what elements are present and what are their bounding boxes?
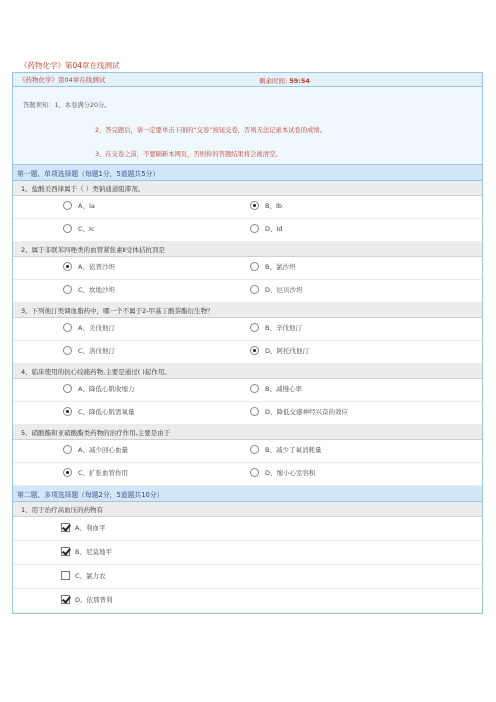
option-c[interactable] [63,224,95,233]
option-row [13,589,482,613]
option-row [13,402,482,425]
timer-value: 59:54 [289,77,310,85]
option-label: D、Ⅰd [265,225,283,233]
radio-button[interactable] [250,384,259,393]
option-row [13,280,482,303]
quiz-frame [12,72,483,614]
option-c[interactable] [61,571,106,580]
question-block [13,181,482,242]
question-block [13,364,482,425]
option-row [13,219,482,242]
option-d[interactable] [250,285,303,294]
checkbox[interactable] [61,595,70,604]
option-label: B、辛伐他汀 [265,324,302,332]
option-row [13,541,482,565]
option-label: A、依普沙坦 [78,263,115,271]
option-label: A、减少回心血量 [78,446,128,454]
countdown-timer [259,76,310,85]
radio-button[interactable] [63,445,72,454]
question-title: 1、盐酸美西律属于（ ）类钠通道阻滞剂。 [13,181,482,196]
radio-button[interactable] [63,407,72,416]
question-title: 2、属于非联苯四唑类的血管紧张素Ⅱ受体拮抗剂是 [13,242,482,257]
quiz-header-title: 《药物化学》第04章在线测试 [19,76,106,84]
option-b[interactable] [250,262,295,271]
instructions-box [13,87,482,165]
option-label: D、缩小心室容积 [265,469,316,477]
option-b[interactable] [250,445,321,454]
checkbox[interactable] [61,523,70,532]
checkbox[interactable] [61,547,70,556]
instruction-line-2: 2、答完题后，请一定要单击下面的“交卷”按钮交卷，否则无法记录本试卷的成绩。 [95,127,326,134]
option-label: A、Ⅰa [78,202,95,210]
option-d[interactable] [250,407,348,416]
option-label: C、扩张血管作用 [78,469,129,477]
radio-button[interactable] [63,346,72,355]
radio-button[interactable] [250,445,259,454]
option-c[interactable] [63,407,135,416]
option-a[interactable] [63,384,134,393]
radio-button[interactable] [63,323,72,332]
question-title: 1、用于治疗高血压的药物有 [13,502,482,517]
option-label: C、Ⅰc [78,225,95,233]
radio-button[interactable] [63,224,72,233]
option-c[interactable] [63,468,128,477]
option-row [13,318,482,341]
option-label: D、阿托伐他汀 [265,347,310,355]
question-block [13,425,482,486]
radio-button[interactable] [250,285,259,294]
radio-button[interactable] [63,201,72,210]
option-b[interactable] [250,201,282,210]
option-row [13,257,482,280]
option-label: D、降低交感神经兴奋的效应 [265,408,349,416]
radio-button[interactable] [250,407,259,416]
option-a[interactable] [63,262,115,271]
instruction-line-3: 3、在交卷之前，不要刷新本网页，否则你的答题结果将会被清空。 [95,151,282,158]
option-b[interactable] [250,384,302,393]
section-multiple-choice: 第二题、多项选择题（每题2分，5道题共10分） [13,486,482,502]
radio-button[interactable] [250,468,259,477]
option-d[interactable] [250,224,283,233]
radio-button[interactable] [63,468,72,477]
option-label: C、氯力农 [75,572,106,580]
quiz-header [13,73,482,87]
option-row [13,196,482,219]
radio-button[interactable] [250,262,259,271]
option-label: A、利血平 [75,524,106,532]
option-label: D、厄贝沙坦 [265,286,303,294]
option-row [13,463,482,486]
option-a[interactable] [61,523,105,532]
option-a[interactable] [63,445,128,454]
radio-button[interactable] [63,262,72,271]
question-title: 3、下列他汀类调血脂药中，哪一个不属于2-甲基丁酸萘酯衍生物？ [13,303,482,318]
timer-label: 剩余时间: [259,77,288,85]
option-label: A、美伐他汀 [78,324,115,332]
option-c[interactable] [63,346,115,355]
option-b[interactable] [61,547,112,556]
option-label: D、依那普利 [75,596,113,604]
radio-button[interactable] [250,224,259,233]
option-label: C、洛伐他汀 [78,347,116,355]
question-block [13,242,482,303]
option-a[interactable] [63,323,115,332]
option-row [13,517,482,541]
option-label: C、降低心肌需氧量 [78,408,135,416]
section-single-choice: 第一题、单项选择题（每题1分，5道题共5分） [13,165,482,181]
option-row [13,565,482,589]
checkbox[interactable] [61,571,70,580]
question-block [13,303,482,364]
radio-button[interactable] [63,285,72,294]
question-title: 4、临床使用的抗心绞痛药物,主要是通过( )起作用。 [13,364,482,379]
question-block [13,502,482,613]
option-label: B、减少了氧消耗量 [265,446,322,454]
option-row [13,440,482,463]
radio-button[interactable] [63,384,72,393]
option-label: B、Ⅰb [265,202,283,210]
option-row [13,379,482,402]
option-label: A、降低心肌收缩力 [78,385,135,393]
instruction-line-1: 答题须知：1、本卷满分20分。 [23,102,111,109]
option-b[interactable] [250,323,302,332]
option-d[interactable] [61,595,113,604]
radio-button[interactable] [250,346,259,355]
option-label: B、氯沙坦 [265,263,296,271]
option-d[interactable] [250,468,316,477]
option-a[interactable] [63,201,95,210]
option-d[interactable] [250,346,309,355]
option-label: C、坎地沙坦 [78,286,116,294]
page-title: 《药物化学》第04章在线测试 [20,61,120,70]
radio-button[interactable] [250,201,259,210]
option-c[interactable] [63,285,115,294]
option-label: B、减慢心率 [265,385,302,393]
option-row [13,341,482,364]
question-title: 5、硝酸酯和亚硝酸酯类药物的治疗作用,主要是由于 [13,425,482,440]
radio-button[interactable] [250,323,259,332]
option-label: B、尼莫地平 [75,548,112,556]
